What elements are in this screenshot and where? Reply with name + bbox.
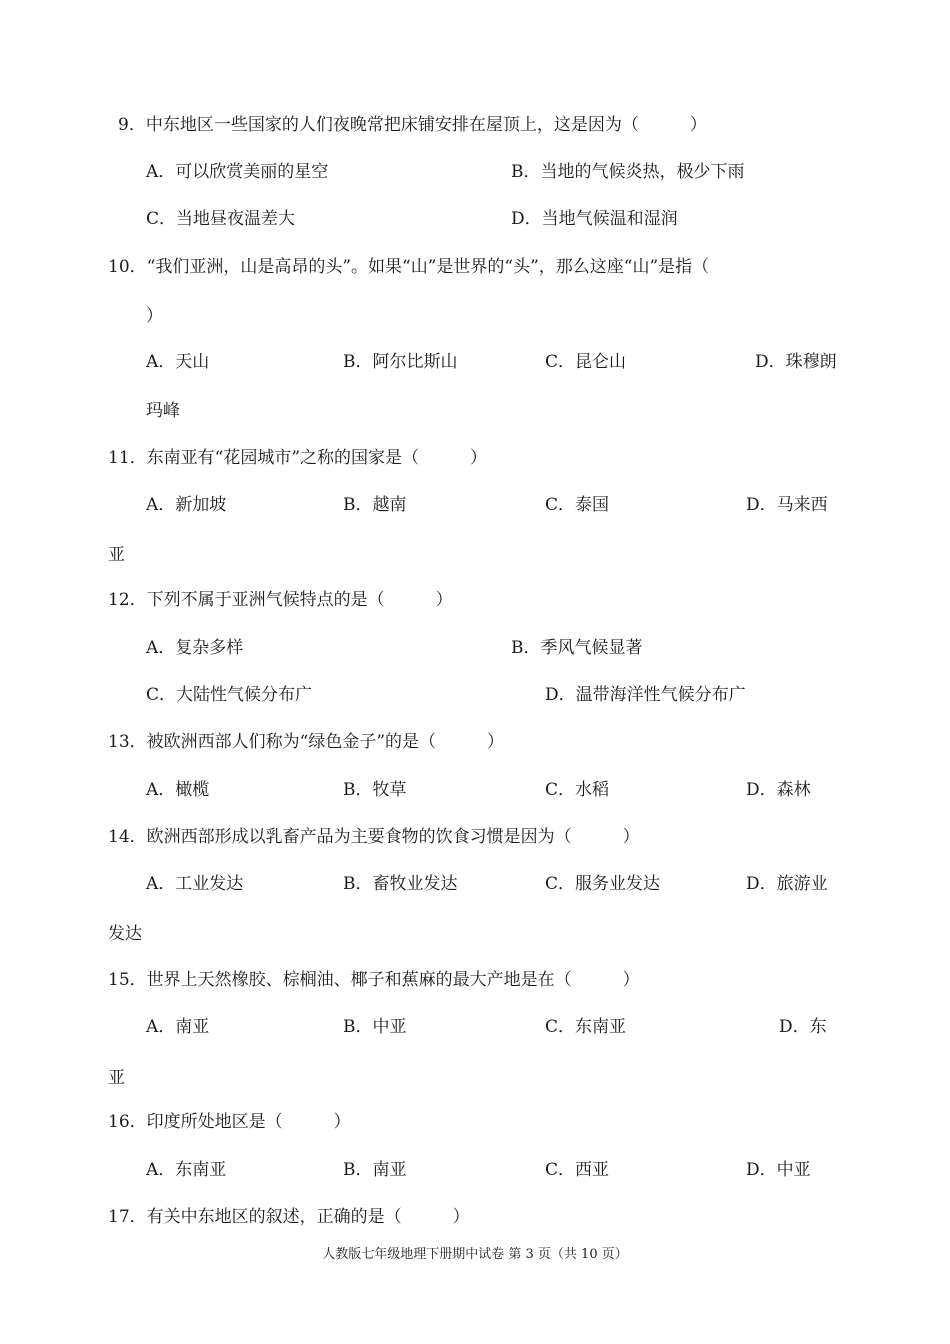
question-15-stem: 15．世界上天然橡胶、棕榈油、椰子和蕉麻的最大产地是在（ ） <box>108 970 640 990</box>
question-15-option-c: C．东南亚 <box>545 1017 627 1037</box>
question-12-option-d: D．温带海洋性气候分布广 <box>545 685 746 705</box>
question-11-option-d-continued: 亚 <box>108 545 125 565</box>
question-10-option-d-continued: 玛峰 <box>146 401 180 421</box>
question-14-option-d: D．旅游业 <box>746 874 828 894</box>
question-13-option-a: A．橄榄 <box>146 780 210 800</box>
question-15-option-d: D．东 <box>779 1017 827 1037</box>
question-14-option-b: B．畜牧业发达 <box>343 874 458 894</box>
question-11-option-b: B．越南 <box>343 495 407 515</box>
question-16-option-a: A．东南亚 <box>146 1160 227 1180</box>
question-9-option-a: A．可以欣赏美丽的星空 <box>146 162 329 182</box>
question-10-option-a: A．天山 <box>146 352 210 372</box>
question-12-option-c: C．大陆性气候分布广 <box>146 685 313 705</box>
question-13-option-b: B．牧草 <box>343 780 407 800</box>
question-13-stem: 13．被欧洲西部人们称为“绿色金子”的是（ ） <box>108 732 505 752</box>
question-10-option-d: D．珠穆朗 <box>755 352 837 372</box>
question-16-option-b: B．南亚 <box>343 1160 407 1180</box>
question-12-stem: 12．下列不属于亚洲气候特点的是（ ） <box>108 590 453 610</box>
question-11-option-d: D．马来西 <box>746 495 828 515</box>
page-footer: 人教版七年级地理下册期中试卷 第 3 页（共 10 页） <box>322 1247 628 1262</box>
question-9-option-c: C．当地昼夜温差大 <box>146 209 296 229</box>
question-13-option-d: D．森林 <box>746 780 811 800</box>
question-9-option-d: D．当地气候温和湿润 <box>511 209 678 229</box>
question-16-option-d: D．中亚 <box>746 1160 811 1180</box>
question-15-option-b: B．中亚 <box>343 1017 407 1037</box>
question-9-option-b: B．当地的气候炎热，极少下雨 <box>511 162 745 182</box>
question-16-option-c: C．西亚 <box>545 1160 610 1180</box>
question-10-stem: 10．“我们亚洲，山是高昂的头”。如果“山”是世界的“头”，那么这座“山”是指（ <box>108 257 710 277</box>
question-11-option-a: A．新加坡 <box>146 495 227 515</box>
question-11-option-c: C．泰国 <box>545 495 610 515</box>
question-9-stem: 9．中东地区一些国家的人们夜晚常把床铺安排在屋顶上，这是因为（ ） <box>118 115 707 135</box>
question-14-stem: 14．欧洲西部形成以乳畜产品为主要食物的饮食习惯是因为（ ） <box>108 827 640 847</box>
question-12-option-a: A．复杂多样 <box>146 638 244 658</box>
question-11-stem: 11．东南亚有“花园城市”之称的国家是（ ） <box>108 448 488 468</box>
question-10-stem-continued: ） <box>146 306 163 326</box>
question-14-option-a: A．工业发达 <box>146 874 244 894</box>
question-15-option-d-continued: 亚 <box>108 1068 125 1088</box>
question-17-stem: 17．有关中东地区的叙述，正确的是（ ） <box>108 1207 470 1227</box>
question-10-option-c: C．昆仑山 <box>545 352 627 372</box>
question-12-option-b: B．季风气候显著 <box>511 638 643 658</box>
question-13-option-c: C．水稻 <box>545 780 610 800</box>
question-14-option-c: C．服务业发达 <box>545 874 661 894</box>
question-10-option-b: B．阿尔比斯山 <box>343 352 458 372</box>
question-16-stem: 16．印度所处地区是（ ） <box>108 1112 351 1132</box>
question-15-option-a: A．南亚 <box>146 1017 210 1037</box>
question-14-option-d-continued: 发达 <box>108 924 142 944</box>
